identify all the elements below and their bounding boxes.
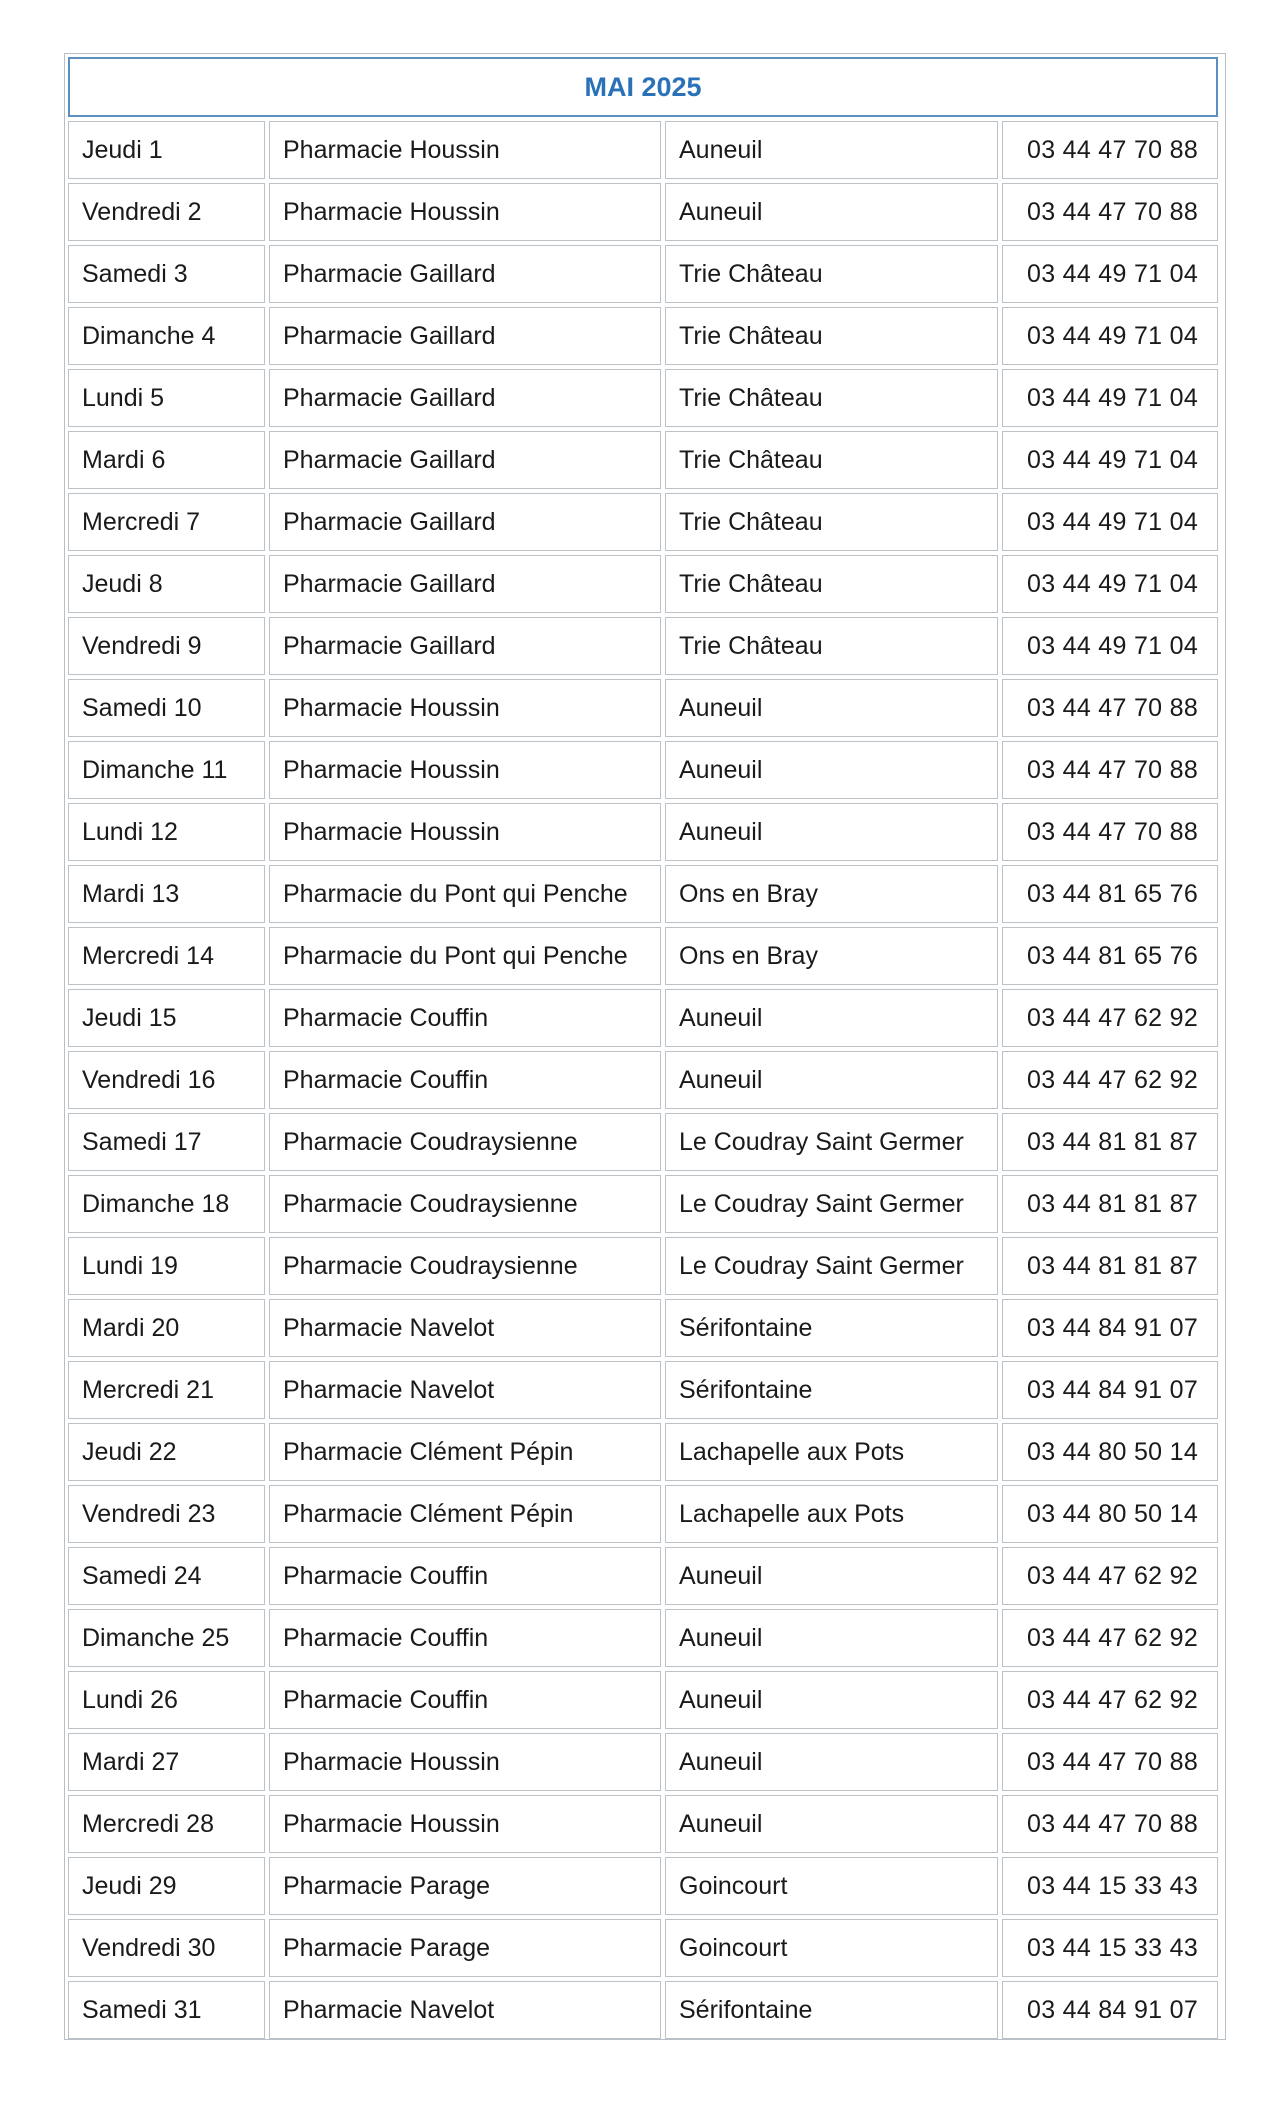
town-cell: Sérifontaine [665,1981,998,2039]
table-row [68,493,1218,551]
pharmacy-name-cell: Pharmacie Couffin [269,1609,661,1667]
pharmacy-name-cell: Pharmacie Couffin [269,1051,661,1109]
pharmacy-name-cell: Pharmacie Coudraysienne [269,1237,661,1295]
table-row [68,617,1218,675]
phone-cell: 03 44 49 71 04 [1002,369,1218,427]
day-cell: Mardi 20 [68,1299,265,1357]
town-cell: Le Coudray Saint Germer [665,1175,998,1233]
day-cell: Mardi 27 [68,1733,265,1791]
phone-cell: 03 44 47 62 92 [1002,1609,1218,1667]
phone-cell: 03 44 81 81 87 [1002,1113,1218,1171]
phone-cell: 03 44 49 71 04 [1002,555,1218,613]
phone-cell: 03 44 80 50 14 [1002,1485,1218,1543]
town-cell: Le Coudray Saint Germer [665,1113,998,1171]
pharmacy-name-cell: Pharmacie Gaillard [269,431,661,489]
town-cell: Le Coudray Saint Germer [665,1237,998,1295]
table-row [68,1733,1218,1791]
pharmacy-name-cell: Pharmacie Navelot [269,1981,661,2039]
table-row [68,679,1218,737]
phone-cell: 03 44 81 81 87 [1002,1175,1218,1233]
phone-cell: 03 44 81 65 76 [1002,865,1218,923]
day-cell: Lundi 12 [68,803,265,861]
pharmacy-name-cell: Pharmacie Clément Pépin [269,1423,661,1481]
day-cell: Samedi 17 [68,1113,265,1171]
pharmacy-name-cell: Pharmacie Houssin [269,121,661,179]
table-row [68,1981,1218,2039]
table-row [68,431,1218,489]
table-row [68,1547,1218,1605]
phone-cell: 03 44 49 71 04 [1002,307,1218,365]
pharmacy-name-cell: Pharmacie du Pont qui Penche [269,927,661,985]
town-cell: Auneuil [665,1795,998,1853]
day-cell: Lundi 26 [68,1671,265,1729]
pharmacy-name-cell: Pharmacie Couffin [269,1547,661,1605]
town-cell: Auneuil [665,183,998,241]
town-cell: Ons en Bray [665,865,998,923]
phone-cell: 03 44 84 91 07 [1002,1299,1218,1357]
table-row [68,555,1218,613]
town-cell: Auneuil [665,803,998,861]
table-row [68,369,1218,427]
table-row [68,183,1218,241]
pharmacy-name-cell: Pharmacie Coudraysienne [269,1113,661,1171]
table-row [68,1609,1218,1667]
town-cell: Auneuil [665,121,998,179]
town-cell: Lachapelle aux Pots [665,1485,998,1543]
table-row [68,1113,1218,1171]
day-cell: Samedi 3 [68,245,265,303]
phone-cell: 03 44 47 70 88 [1002,183,1218,241]
table-row [68,121,1218,179]
pharmacy-name-cell: Pharmacie Gaillard [269,369,661,427]
phone-cell: 03 44 15 33 43 [1002,1857,1218,1915]
town-cell: Lachapelle aux Pots [665,1423,998,1481]
pharmacy-name-cell: Pharmacie Parage [269,1857,661,1915]
town-cell: Goincourt [665,1919,998,1977]
town-cell: Trie Château [665,555,998,613]
day-cell: Dimanche 18 [68,1175,265,1233]
duty-pharmacy-sheet [64,53,1226,2040]
table-row [68,1361,1218,1419]
day-cell: Lundi 19 [68,1237,265,1295]
day-cell: Vendredi 9 [68,617,265,675]
town-cell: Auneuil [665,989,998,1047]
pharmacy-name-cell: Pharmacie Gaillard [269,617,661,675]
table-row [68,307,1218,365]
day-cell: Mercredi 21 [68,1361,265,1419]
duty-pharmacy-table [64,53,1222,2043]
town-cell: Trie Château [665,617,998,675]
phone-cell: 03 44 47 62 92 [1002,1671,1218,1729]
town-cell: Trie Château [665,245,998,303]
day-cell: Vendredi 23 [68,1485,265,1543]
phone-cell: 03 44 47 70 88 [1002,121,1218,179]
phone-cell: 03 44 47 70 88 [1002,1795,1218,1853]
table-row [68,1857,1218,1915]
day-cell: Mardi 6 [68,431,265,489]
table-row [68,865,1218,923]
day-cell: Mercredi 7 [68,493,265,551]
pharmacy-name-cell: Pharmacie Navelot [269,1299,661,1357]
table-row [68,1919,1218,1977]
day-cell: Samedi 24 [68,1547,265,1605]
town-cell: Ons en Bray [665,927,998,985]
day-cell: Dimanche 11 [68,741,265,799]
day-cell: Dimanche 25 [68,1609,265,1667]
table-row [68,927,1218,985]
table-row [68,1423,1218,1481]
phone-cell: 03 44 80 50 14 [1002,1423,1218,1481]
phone-cell: 03 44 47 70 88 [1002,1733,1218,1791]
town-cell: Auneuil [665,1547,998,1605]
day-cell: Jeudi 8 [68,555,265,613]
pharmacy-name-cell: Pharmacie Houssin [269,679,661,737]
day-cell: Samedi 10 [68,679,265,737]
town-cell: Auneuil [665,1671,998,1729]
phone-cell: 03 44 47 70 88 [1002,741,1218,799]
pharmacy-name-cell: Pharmacie Parage [269,1919,661,1977]
month-title: MAI 2025 [68,57,1218,117]
town-cell: Trie Château [665,369,998,427]
day-cell: Jeudi 29 [68,1857,265,1915]
town-cell: Auneuil [665,1051,998,1109]
day-cell: Lundi 5 [68,369,265,427]
phone-cell: 03 44 47 62 92 [1002,1051,1218,1109]
town-cell: Sérifontaine [665,1361,998,1419]
table-row [68,1485,1218,1543]
pharmacy-name-cell: Pharmacie Houssin [269,803,661,861]
table-row [68,1237,1218,1295]
pharmacy-name-cell: Pharmacie Navelot [269,1361,661,1419]
pharmacy-name-cell: Pharmacie Gaillard [269,307,661,365]
phone-cell: 03 44 49 71 04 [1002,617,1218,675]
title-row [68,57,1218,117]
table-row [68,1795,1218,1853]
pharmacy-name-cell: Pharmacie Couffin [269,989,661,1047]
day-cell: Mercredi 28 [68,1795,265,1853]
pharmacy-name-cell: Pharmacie Gaillard [269,555,661,613]
phone-cell: 03 44 81 81 87 [1002,1237,1218,1295]
phone-cell: 03 44 47 62 92 [1002,989,1218,1047]
phone-cell: 03 44 84 91 07 [1002,1361,1218,1419]
town-cell: Auneuil [665,1609,998,1667]
pharmacy-name-cell: Pharmacie Houssin [269,183,661,241]
day-cell: Jeudi 1 [68,121,265,179]
pharmacy-name-cell: Pharmacie Houssin [269,1733,661,1791]
day-cell: Vendredi 30 [68,1919,265,1977]
pharmacy-name-cell: Pharmacie Clément Pépin [269,1485,661,1543]
town-cell: Trie Château [665,493,998,551]
phone-cell: 03 44 49 71 04 [1002,431,1218,489]
pharmacy-name-cell: Pharmacie Gaillard [269,245,661,303]
phone-cell: 03 44 49 71 04 [1002,493,1218,551]
day-cell: Samedi 31 [68,1981,265,2039]
phone-cell: 03 44 47 70 88 [1002,679,1218,737]
table-row [68,989,1218,1047]
day-cell: Mardi 13 [68,865,265,923]
phone-cell: 03 44 49 71 04 [1002,245,1218,303]
pharmacy-name-cell: Pharmacie Houssin [269,1795,661,1853]
day-cell: Dimanche 4 [68,307,265,365]
town-cell: Goincourt [665,1857,998,1915]
town-cell: Trie Château [665,307,998,365]
pharmacy-name-cell: Pharmacie du Pont qui Penche [269,865,661,923]
table-row [68,1671,1218,1729]
town-cell: Auneuil [665,741,998,799]
day-cell: Jeudi 15 [68,989,265,1047]
phone-cell: 03 44 47 62 92 [1002,1547,1218,1605]
phone-cell: 03 44 81 65 76 [1002,927,1218,985]
town-cell: Trie Château [665,431,998,489]
table-row [68,1175,1218,1233]
table-body [68,121,1218,2039]
pharmacy-name-cell: Pharmacie Gaillard [269,493,661,551]
table-row [68,803,1218,861]
pharmacy-name-cell: Pharmacie Houssin [269,741,661,799]
town-cell: Auneuil [665,1733,998,1791]
phone-cell: 03 44 15 33 43 [1002,1919,1218,1977]
town-cell: Auneuil [665,679,998,737]
day-cell: Mercredi 14 [68,927,265,985]
day-cell: Jeudi 22 [68,1423,265,1481]
day-cell: Vendredi 16 [68,1051,265,1109]
pharmacy-name-cell: Pharmacie Coudraysienne [269,1175,661,1233]
table-row [68,1299,1218,1357]
pharmacy-name-cell: Pharmacie Couffin [269,1671,661,1729]
table-row [68,1051,1218,1109]
phone-cell: 03 44 47 70 88 [1002,803,1218,861]
table-row [68,741,1218,799]
day-cell: Vendredi 2 [68,183,265,241]
town-cell: Sérifontaine [665,1299,998,1357]
table-row [68,245,1218,303]
phone-cell: 03 44 84 91 07 [1002,1981,1218,2039]
